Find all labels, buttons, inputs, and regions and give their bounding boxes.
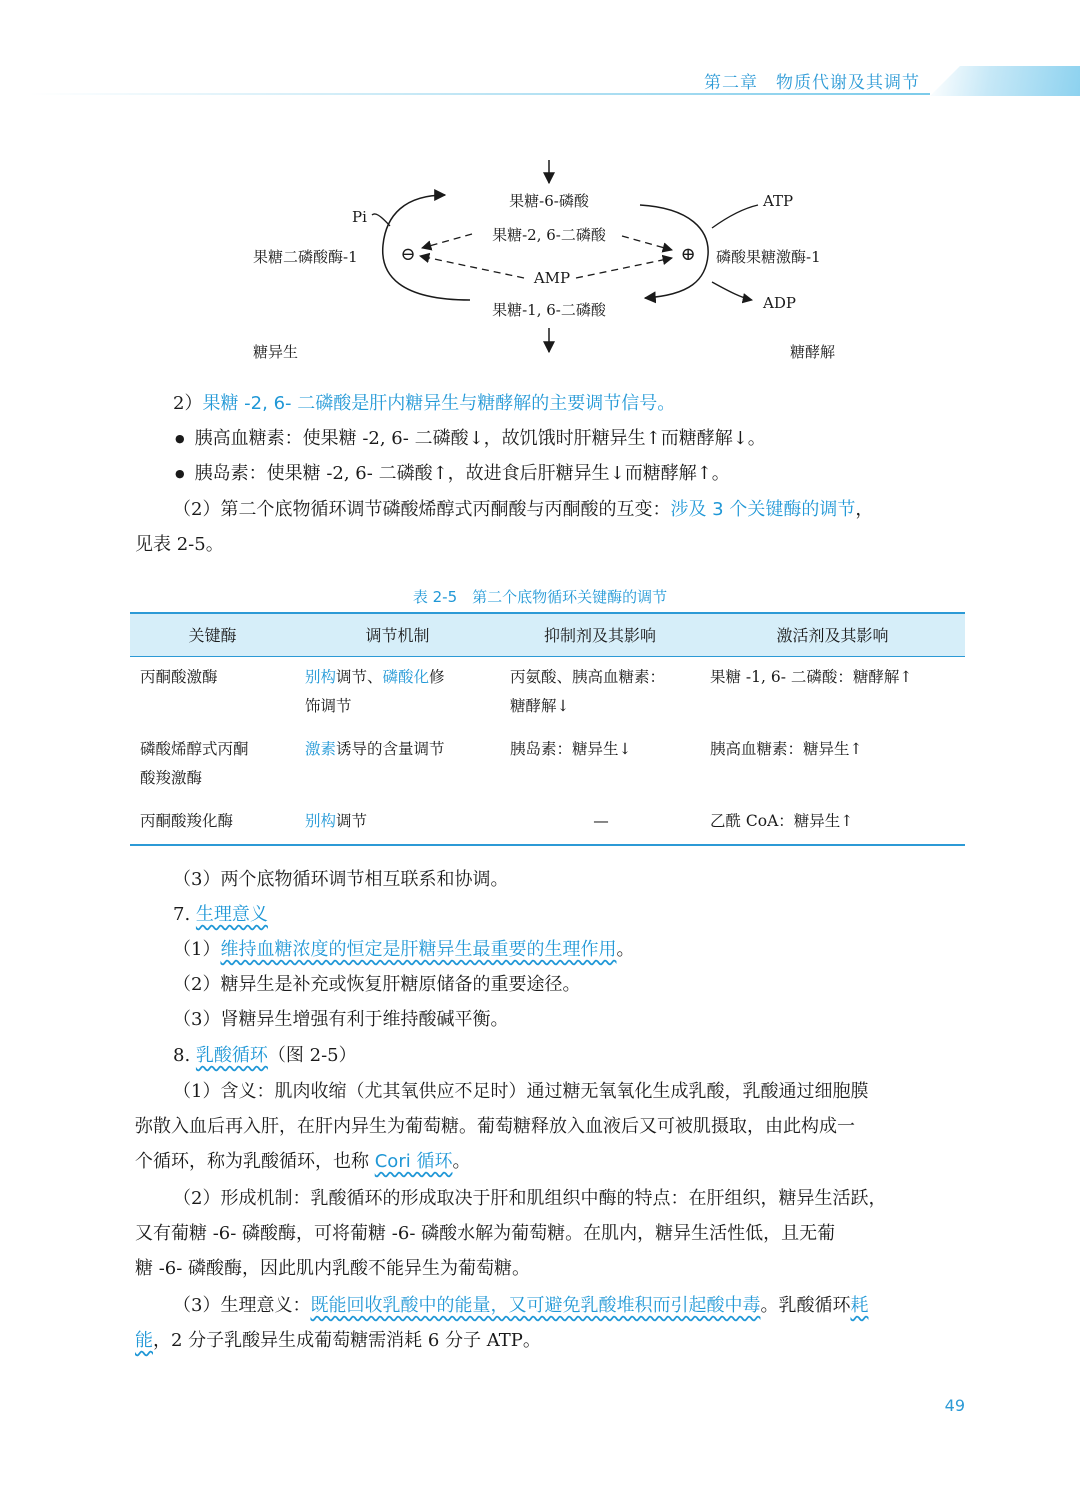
header-tab	[930, 66, 1080, 96]
paragraph-text: （3）肾糖异生增强有利于维持酸碱平衡。	[173, 1009, 509, 1030]
page-header	[0, 0, 1080, 100]
atp-arrow	[712, 205, 758, 228]
section-title: 生理意义	[195, 904, 268, 925]
right-cycle-arrow	[640, 205, 708, 298]
cell-enzyme: 丙酮酸激酶	[140, 668, 218, 686]
paragraph-text: 弥散入血后再入肝，在肝内异生为葡萄糖。葡萄糖释放入血液后又可被肌摄取，由此构成一	[135, 1116, 855, 1137]
cell-inhibitor: —	[500, 801, 700, 845]
paragraph-text: 。	[452, 1151, 471, 1172]
label-pfk: 磷酸果糖激酶-1	[716, 248, 821, 266]
cell-text: 修	[429, 668, 445, 686]
cell-mechanism	[295, 729, 500, 801]
paragraph-text: 见表 2-5。	[135, 534, 224, 555]
bullet-insulin: ● 胰岛素：使果糖 -2, 6- 二磷酸↑，故进食后肝糖异生↓而糖酵解↑。	[175, 456, 965, 493]
substrate-cycle-diagram	[0, 150, 1080, 370]
adp-arrow	[712, 282, 752, 300]
section-title: 乳酸循环	[195, 1045, 268, 1066]
paragraph-second-cycle	[135, 492, 965, 562]
left-cycle-arrow	[383, 195, 470, 300]
column-header: 调节机制	[295, 613, 500, 657]
list-marker: （1）	[173, 939, 221, 960]
paragraph-text: （2）糖异生是补充或恢复肝糖原储备的重要途径。	[173, 974, 581, 995]
f26bp-activate-arrow	[622, 236, 672, 250]
inhibit-symbol: ⊖	[400, 244, 416, 265]
label-amp: AMP	[533, 269, 571, 287]
section-7-heading	[135, 897, 965, 932]
enzyme-regulation-table	[130, 612, 965, 846]
page-number: 49	[944, 1396, 965, 1415]
highlight-text: 别构	[305, 812, 337, 830]
list-marker: 2）	[173, 393, 203, 414]
cell-enzyme: 丙酮酸羧化酶	[130, 801, 295, 845]
table-header-row	[130, 613, 965, 657]
header-rule	[30, 93, 930, 95]
paragraph-text: 又有葡糖 -6- 磷酸酶，可将葡糖 -6- 磷酸水解为葡萄糖。在肌内，糖异生活性低，且无葡	[135, 1223, 836, 1244]
cell-activator: 胰高血糖素：糖异生↑	[710, 740, 863, 758]
paragraph-text: 。	[616, 939, 635, 960]
section-7-item-1	[135, 932, 965, 967]
activate-symbol: ⊕	[680, 244, 696, 265]
paragraph-text: ，	[855, 499, 874, 520]
paragraph-text: （3）两个底物循环调节相互联系和协调。	[173, 869, 509, 890]
column-header: 关键酶	[130, 613, 295, 657]
label-f6p: 果糖-6-磷酸	[509, 192, 589, 210]
highlight-text: 能	[135, 1330, 153, 1351]
bullet-glucagon: ● 胰高血糖素：使果糖 -2, 6- 二磷酸↓，故饥饿时肝糖异生↑而糖酵解↓。	[175, 421, 965, 458]
cell-text: 丙氨酸、胰高血糖素：	[510, 668, 666, 686]
highlight-text: Cori 循环	[374, 1151, 453, 1172]
paragraph-text: ，2 分子乳酸异生成葡萄糖需消耗 6 分子 ATP。	[153, 1330, 541, 1351]
cell-text: 调节	[336, 812, 368, 830]
table-row	[130, 801, 965, 845]
f26bp-inhibit-arrow	[422, 234, 472, 248]
amp-inhibit-arrow	[420, 256, 524, 278]
section-number: 8.	[173, 1045, 191, 1066]
section-8-item-1	[135, 1074, 965, 1179]
paragraph-text: 糖 -6- 磷酸酶，因此肌内乳酸不能异生为葡萄糖。	[135, 1258, 531, 1279]
paragraph-coordination	[135, 862, 965, 897]
paragraph-text: 个循环，称为乳酸循环，也称	[135, 1151, 375, 1172]
highlight-text: 耗	[850, 1295, 869, 1316]
section-8-heading	[135, 1038, 965, 1073]
chapter-title: 第二章 物质代谢及其调节	[704, 73, 920, 93]
cell-text: 饰调节	[305, 697, 352, 715]
table-row	[130, 729, 965, 801]
table-caption: 表 2-5 第二个底物循环关键酶的调节	[412, 588, 668, 606]
cell-enzyme	[130, 729, 295, 801]
highlight-text: 维持血糖浓度的恒定是肝糖异生最重要的生理作用	[220, 939, 617, 960]
section-number: 7.	[173, 904, 191, 925]
column-header: 激活剂及其影响	[700, 613, 965, 657]
paragraph-f26bp-signal	[135, 386, 965, 421]
paragraph-text: （3）生理意义：	[173, 1295, 311, 1316]
label-f26bp: 果糖-2, 6-二磷酸	[492, 226, 606, 244]
cell-text: 磷酸烯醇式丙酮	[140, 740, 249, 758]
label-atp: ATP	[763, 192, 794, 210]
highlight-text: 激素	[305, 740, 337, 758]
highlight-text: 既能回收乳酸中的能量，又可避免乳酸堆积而引起酸中毒	[310, 1295, 761, 1316]
cell-text: 糖酵解↓	[510, 697, 570, 715]
cell-mechanism	[295, 801, 500, 845]
cell-activator: 果糖 -1, 6- 二磷酸：糖酵解↑	[710, 668, 913, 686]
pi-tick	[372, 214, 390, 226]
highlight-text: 磷酸化	[382, 668, 430, 686]
section-7-item-3	[135, 1002, 965, 1037]
cell-text: 诱导的含量调节	[336, 740, 445, 758]
section-8-item-2	[135, 1181, 965, 1286]
section-8-item-3	[135, 1288, 965, 1358]
highlight-text: 涉及 3 个关键酶的调节	[670, 499, 856, 520]
highlight-text: 果糖 -2, 6- 二磷酸是肝内糖异生与糖酵解的主要调节信号。	[202, 393, 676, 414]
label-gluconeogenesis: 糖异生	[253, 343, 299, 361]
cell-inhibitor	[500, 657, 700, 730]
amp-activate-arrow	[576, 258, 672, 278]
section-7-item-2	[135, 967, 965, 1002]
paragraph-text: 。乳酸循环	[760, 1295, 851, 1316]
label-pi: Pi	[352, 208, 367, 226]
paragraph-text: （1）含义：肌肉收缩（尤其氧供应不足时）通过糖无氧氧化生成乳酸，乳酸通过细胞膜	[173, 1081, 869, 1102]
label-fbpase: 果糖二磷酸酶-1	[253, 248, 358, 266]
label-glycolysis: 糖酵解	[790, 343, 836, 361]
highlight-text: 别构	[305, 668, 337, 686]
table-row	[130, 657, 965, 730]
label-f16bp: 果糖-1, 6-二磷酸	[492, 301, 606, 319]
paragraph-text: （2）形成机制：乳酸循环的形成取决于肝和肌组织中酶的特点：在肝组织，糖异生活跃，	[173, 1188, 887, 1209]
label-adp: ADP	[763, 294, 796, 312]
cell-inhibitor: 胰岛素：糖异生↓	[510, 740, 632, 758]
cell-activator: 乙酰 CoA：糖异生↑	[700, 801, 965, 845]
figure-reference: （图 2-5）	[267, 1045, 357, 1066]
column-header: 抑制剂及其影响	[500, 613, 700, 657]
paragraph-text: （2）第二个底物循环调节磷酸烯醇式丙酮酸与丙酮酸的互变：	[173, 499, 671, 520]
cell-text: 调节、	[336, 668, 383, 686]
cell-mechanism	[295, 657, 500, 730]
cell-text: 酸羧激酶	[140, 769, 203, 787]
